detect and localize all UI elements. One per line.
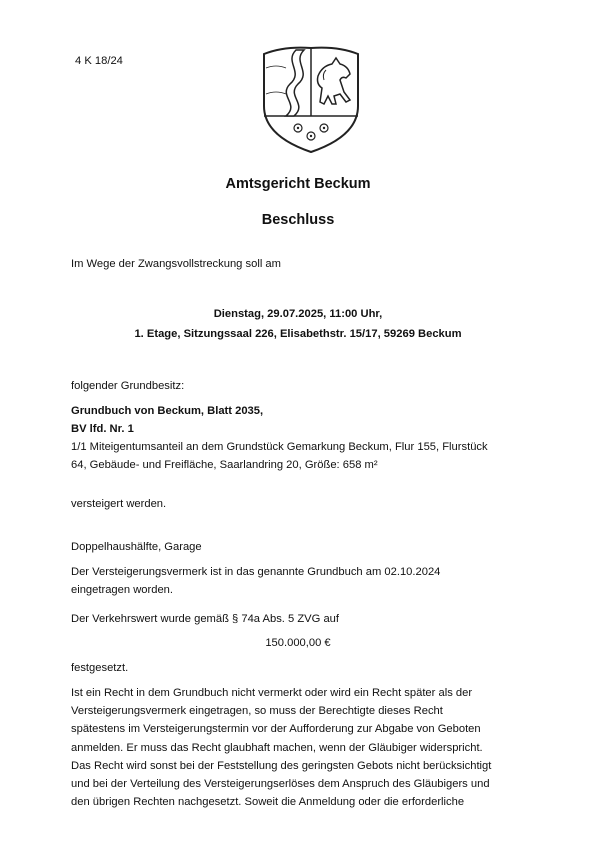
land-register-line: Grundbuch von Beckum, Blatt 2035, [71, 405, 264, 417]
legal-notice [71, 684, 531, 811]
property-description [71, 438, 531, 474]
registration-note [71, 563, 531, 599]
legal-notice-line: den übrigen Rechten nachgesetzt. Soweit die Anmeldung oder die erforderliche [71, 796, 465, 809]
bv-line: BV lfd. Nr. 1 [71, 423, 134, 435]
legal-notice-line: Das Recht wird sonst bei der Feststellung des geringsten Gebots nicht berücksichtigt [71, 759, 492, 772]
appointment-date: Dienstag, 29.07.2025, 11:00 Uhr, [213, 308, 383, 320]
appointment-location: 1. Etage, Sitzungssaal 226, Elisabethstr. 15/17, 59269 Beckum [134, 328, 462, 340]
auction-statement: versteigert werden. [71, 498, 167, 510]
registration-line: Der Versteigerungsvermerk ist in das genannte Grundbuch am 02.10.2024 [71, 566, 441, 578]
legal-notice-line: und bei der Verteilung des Versteigerungserlöses dem Anspruch des Gläubigers und [71, 778, 490, 791]
registration-line: eingetragen worden. [71, 584, 174, 597]
legal-notice-line: Ist ein Recht in dem Grundbuch nicht vermerkt oder wird ein Recht später als der [71, 687, 473, 699]
legal-notice-line: Versteigerungsvermerk eingetragen, so muss der Berechtigte dieses Recht [71, 705, 443, 718]
case-number: 4 K 18/24 [75, 55, 123, 67]
market-value: 150.000,00 € [265, 637, 331, 649]
market-value-outro: festgesetzt. [71, 662, 129, 674]
description-line: 1/1 Miteigentumsanteil an dem Grundstück Gemarkung Beckum, Flur 155, Flurstück [71, 441, 488, 453]
document-type: Beschluss [261, 212, 335, 228]
market-value-intro: Der Verkehrswert wurde gemäß § 74a Abs. 5 ZVG auf [71, 613, 340, 625]
coat-of-arms-nrw-icon [256, 44, 366, 156]
legal-notice-line: anmelden. Er muss das Recht glaubhaft machen, wenn der Gläubiger widerspricht. [71, 741, 483, 754]
description-line: 64, Gebäude- und Freifläche, Saarlandring 20, Größe: 658 m² [71, 459, 378, 472]
intro-text: Im Wege der Zwangsvollstreckung soll am [71, 258, 281, 270]
court-name: Amtsgericht Beckum [225, 176, 371, 192]
property-type: Doppelhaushälfte, Garage [71, 541, 202, 553]
legal-notice-line: spätestens im Versteigerungstermin vor der Aufforderung zur Abgabe von Geboten [71, 723, 481, 736]
property-intro: folgender Grundbesitz: [71, 380, 185, 392]
